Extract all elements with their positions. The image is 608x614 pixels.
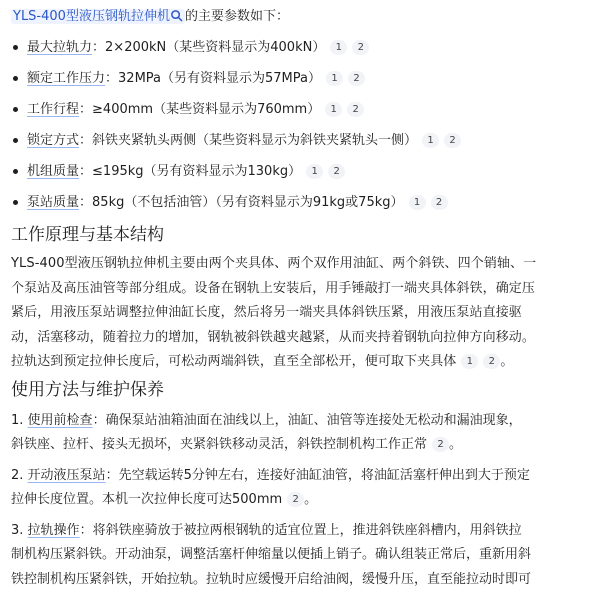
param-value: ≥400mm（某些资料显示为760mm）	[92, 102, 321, 117]
bullet-dot	[13, 200, 18, 205]
paragraph-text: 拉轨达到预定拉伸长度后，可松动两端斜铁，直至全部松开，便可取下夹具体	[11, 354, 457, 369]
citation-badge[interactable]: 2	[348, 71, 365, 86]
step-line	[11, 433, 596, 458]
param-value: 85kg（不包括油管）（另有资料显示为91kg或75kg）	[92, 195, 404, 210]
answer-content	[0, 6, 608, 614]
list-item	[11, 156, 596, 187]
step-item	[11, 519, 596, 593]
step-item	[11, 464, 596, 513]
citation-badge[interactable]: 1	[422, 133, 439, 148]
param-colon: ：	[79, 102, 93, 117]
params-list	[11, 32, 596, 218]
bullet-dot	[13, 107, 18, 112]
citation-badge[interactable]: 1	[461, 354, 478, 369]
param-label: 工作行程	[27, 102, 80, 117]
search-icon[interactable]	[170, 9, 183, 22]
paragraph-line: 动，活塞移动，随着拉力的增加，钢轨被斜铁越夹越紧，从而夹持着钢轨向拉伸方向移动。	[11, 329, 536, 345]
param-value: 2×200kN（某些资料显示为400kN）	[105, 40, 326, 55]
citation-badge[interactable]: 2	[483, 354, 500, 369]
param-label: 锁定方式	[27, 133, 80, 148]
step-text: 拉伸长度位置。本机一次拉伸长度可达500mm	[11, 492, 283, 507]
principle-paragraph	[11, 252, 596, 375]
step-line: 铁控制机构压紧斜铁，开始拉轨。拉轨时应缓慢开启给油阀，缓慢升压，直至能拉动时即可	[11, 571, 532, 587]
step-line	[11, 488, 596, 513]
paragraph-line: 个泵站及高压油管等部分组成。设备在钢轨上安装后，用手锤敲打一端夹具体斜铁，确定压	[11, 280, 536, 296]
list-item	[11, 63, 596, 94]
citation-badge[interactable]: 2	[444, 133, 461, 148]
param-label: 泵站质量	[27, 195, 80, 210]
intro-suffix: 的主要参数如下：	[184, 9, 289, 24]
citation-badge[interactable]: 1	[326, 71, 343, 86]
usage-steps	[11, 409, 596, 593]
paragraph-line: YLS-400型液压钢轨拉伸机主要由两个夹具体、两个双作用油缸、两个斜铁、四个销轴、一	[11, 256, 537, 271]
param-colon: ：	[79, 195, 93, 210]
citation-badge[interactable]: 2	[328, 164, 345, 179]
step-number: 1.	[11, 412, 24, 428]
citation-badge[interactable]: 2	[432, 437, 449, 452]
bullet-dot	[13, 169, 18, 174]
step-item	[11, 409, 596, 458]
param-colon: ：	[105, 71, 119, 86]
list-item	[11, 187, 596, 218]
paragraph-line: 紧后，用液压泵站调整拉伸油缸长度，然后将另一端夹具体斜铁压紧，用液压泵站直接驱	[11, 305, 522, 320]
list-item	[11, 94, 596, 125]
intro-line	[11, 6, 596, 28]
step-label: 拉轨操作	[27, 522, 80, 538]
param-colon: ：	[79, 133, 93, 148]
param-colon: ：	[92, 40, 106, 55]
step-number: 3.	[11, 522, 24, 538]
step-label: 开动液压泵站	[27, 467, 106, 483]
citation-badge[interactable]: 1	[330, 40, 347, 55]
step-line: 制机构压紧斜铁。开动油泵，调整活塞杆伸缩量以便插上销子。确认组装正常后，重新用斜	[11, 547, 532, 562]
step-text: ：先空载运转5分钟左右，连接好油缸油管，将油缸活塞杆伸出到大于预定	[105, 467, 530, 483]
citation-badge[interactable]: 1	[306, 164, 323, 179]
param-colon: ：	[79, 164, 93, 179]
step-text: ：将斜铁座骑放于被拉两根钢轨的适宜位置上，推进斜铁座斜槽内，用斜铁拉	[79, 522, 522, 538]
section-heading-usage: 使用方法与维护保养	[11, 379, 164, 400]
citation-badge[interactable]: 1	[325, 102, 342, 117]
end-mark: 。	[500, 354, 514, 369]
step-line	[11, 464, 596, 489]
bullet-dot	[13, 45, 18, 50]
param-value: 32MPa（另有资料显示为57MPa）	[118, 71, 321, 86]
step-label: 使用前检查	[27, 412, 93, 428]
bullet-dot	[13, 76, 18, 81]
citation-badge[interactable]: 2	[431, 195, 448, 210]
param-label: 最大拉轨力	[27, 40, 93, 55]
end-mark: 。	[304, 492, 318, 507]
paragraph-line	[11, 350, 596, 375]
param-label: 机组质量	[27, 164, 80, 179]
step-text: 斜铁座、拉杆、接头无损坏，夹紧斜铁移动灵活，斜铁控制机构工作正常	[11, 437, 428, 452]
param-label: 额定工作压力	[27, 71, 106, 86]
param-value: 斜铁夹紧轨头两侧（某些资料显示为斜铁夹紧轨头一侧）	[92, 133, 418, 148]
citation-badge[interactable]: 1	[409, 195, 426, 210]
step-line	[11, 519, 596, 544]
bullet-dot	[13, 138, 18, 143]
step-line	[11, 409, 596, 434]
citation-badge[interactable]: 2	[287, 492, 304, 507]
citation-badge[interactable]: 2	[347, 102, 364, 117]
param-value: ≤195kg（另有资料显示为130kg）	[92, 164, 302, 179]
section-heading-principle: 工作原理与基本结构	[11, 225, 164, 245]
list-item	[11, 32, 596, 63]
step-text: ：确保泵站油箱油面在油线以上，油缸、油管等连接处无松动和漏油现象，	[92, 412, 522, 428]
list-item	[11, 125, 596, 156]
citation-badge[interactable]: 2	[352, 40, 369, 55]
keyword-link[interactable]: YLS-400型液压钢轨拉伸机	[11, 9, 185, 24]
end-mark: 。	[449, 437, 463, 452]
step-number: 2.	[11, 467, 24, 483]
